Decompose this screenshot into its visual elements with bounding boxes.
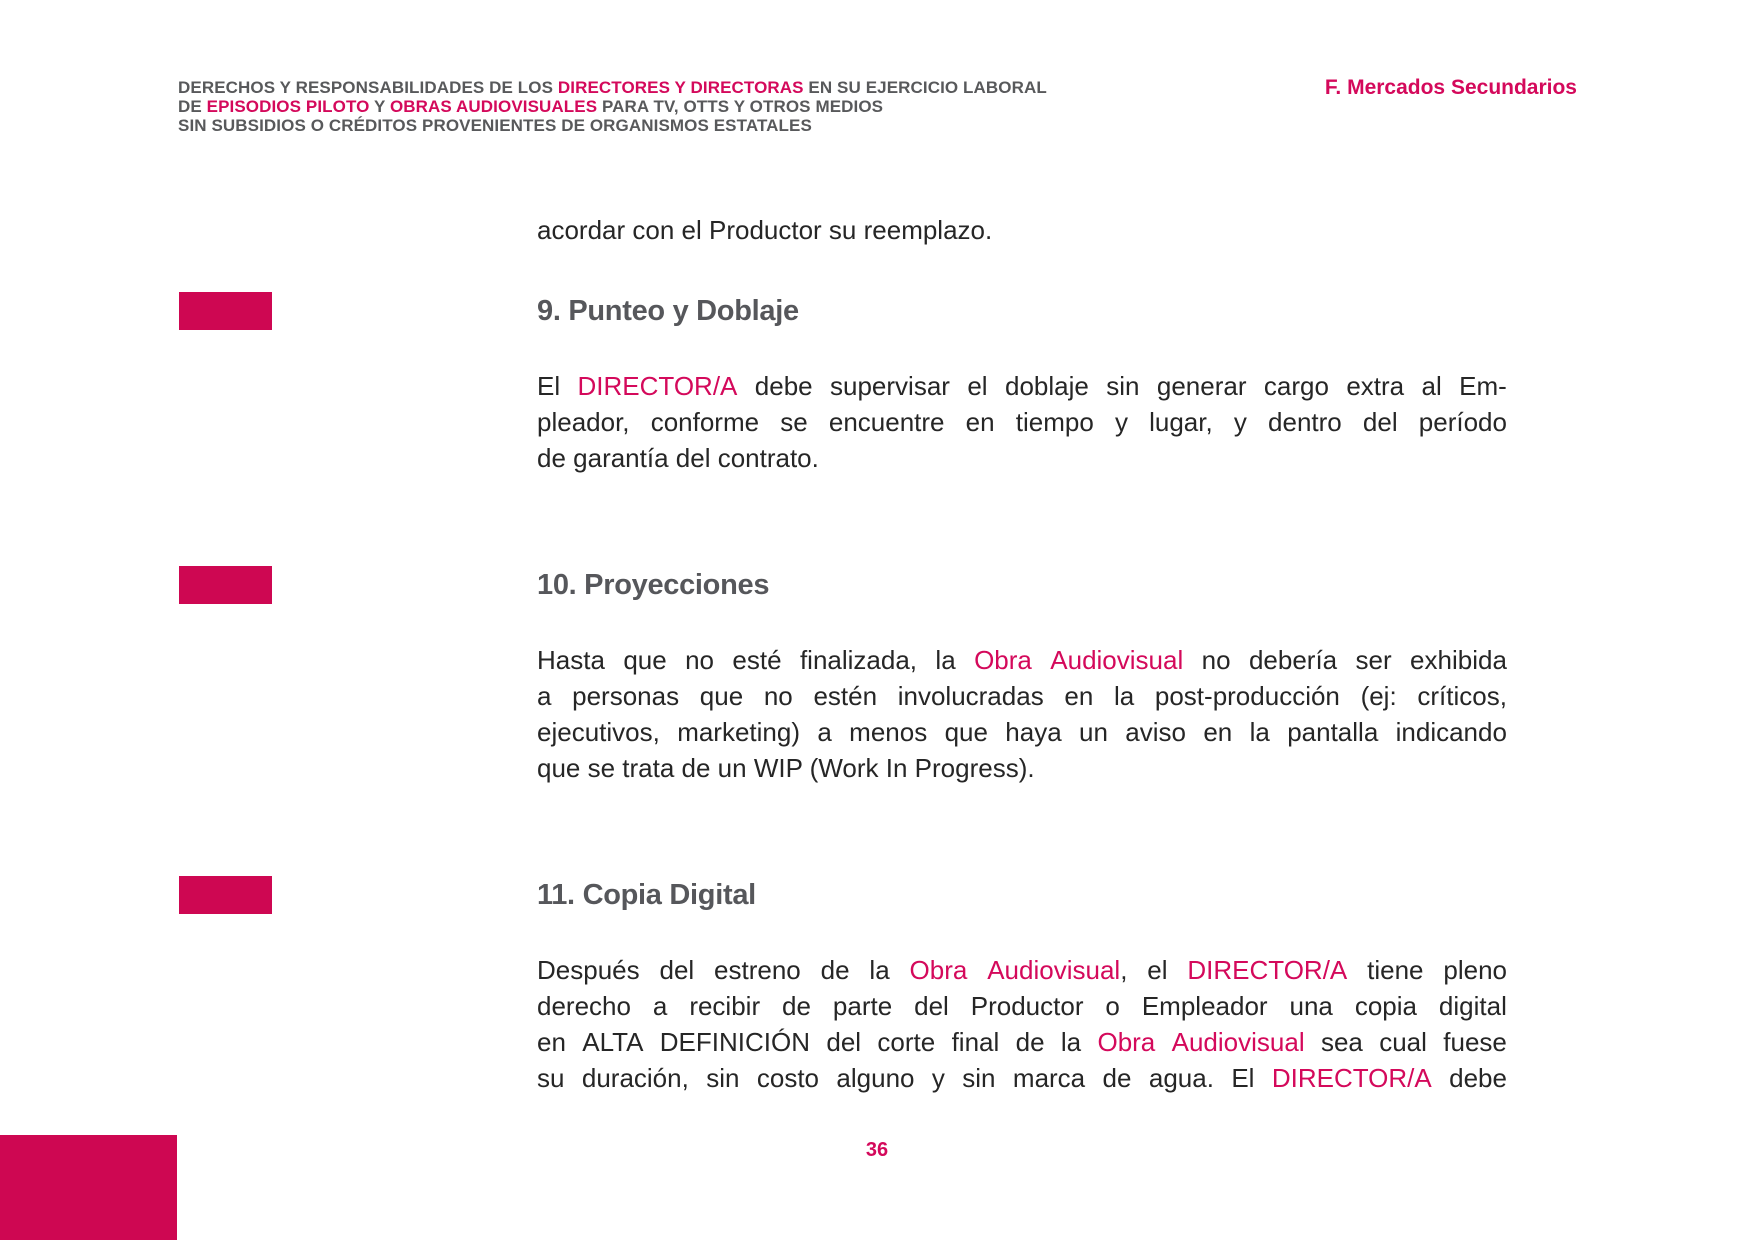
word: Obra [1097, 1027, 1156, 1057]
word: del [826, 1027, 862, 1057]
word: en [965, 407, 995, 437]
word: la [1113, 681, 1135, 711]
word: sin [1106, 371, 1140, 401]
word: cargo [1263, 371, 1329, 401]
paragraph-line [537, 988, 1507, 1024]
section-marker-bar [179, 566, 272, 604]
paragraph-line [537, 368, 1507, 404]
word: críticos, [1417, 681, 1507, 711]
section-marker-bar [179, 292, 272, 330]
word: y [931, 1063, 945, 1093]
section-heading: 9. Punteo y Doblaje [537, 295, 799, 327]
word: sin [706, 1063, 740, 1093]
word: Audiovisual [1171, 1027, 1305, 1057]
word: El [1231, 1063, 1255, 1093]
word: del [1362, 407, 1398, 437]
word: su [537, 1063, 565, 1093]
word: El [537, 371, 561, 401]
word: que [623, 645, 667, 675]
word: no [685, 645, 715, 675]
word: no [1201, 645, 1231, 675]
word: ser [1355, 645, 1392, 675]
word: agua. [1148, 1063, 1214, 1093]
word: haya [1005, 717, 1062, 747]
word: DIRECTOR/A [1271, 1063, 1432, 1093]
word: post-producción [1154, 681, 1340, 711]
word: a [537, 681, 552, 711]
word: el [967, 371, 988, 401]
word: que [944, 717, 988, 747]
word: DIRECTOR/A [1187, 955, 1348, 985]
word: de [820, 955, 850, 985]
paragraph-line: acordar con el Productor su reemplazo. [537, 215, 993, 245]
word: Audiovisual, [987, 955, 1128, 985]
word: lugar, [1149, 407, 1213, 437]
word: en [1064, 681, 1094, 711]
word: pleno [1443, 955, 1507, 985]
paragraph-line: de garantía del contrato. [537, 443, 819, 473]
word: tiene [1367, 955, 1424, 985]
word: una [1289, 991, 1333, 1021]
word: la [1060, 1027, 1082, 1057]
word: final [951, 1027, 1000, 1057]
running-title-line: DERECHOS Y RESPONSABILIDADES DE LOS DIRECTORES Y DIRECTORAS EN SU EJERCICIO LABORAL [178, 78, 1047, 97]
word: de [1015, 1027, 1045, 1057]
word: sea [1320, 1027, 1363, 1057]
word: y [1114, 407, 1128, 437]
page-number: 36 [865, 1139, 889, 1161]
word: ALTA [582, 1027, 644, 1057]
word: pantalla [1287, 717, 1379, 747]
word: período [1418, 407, 1507, 437]
word: marketing) [677, 717, 801, 747]
word: involucradas [897, 681, 1044, 711]
word: marca [1012, 1063, 1086, 1093]
word: estreno [714, 955, 801, 985]
word: de [1102, 1063, 1132, 1093]
word: finalizada, [799, 645, 918, 675]
running-title-line: SIN SUBSIDIOS O CRÉDITOS PROVENIENTES DE ORGANISMOS ESTATALES [178, 116, 812, 135]
word: Productor [970, 991, 1084, 1021]
word: parte [832, 991, 893, 1021]
corner-decoration [0, 1135, 177, 1240]
paragraph-line [537, 678, 1507, 714]
paragraph-line: que se trata de un WIP (Work In Progress). [537, 753, 1035, 783]
word: fuese [1443, 1027, 1507, 1057]
word: la [869, 955, 890, 985]
word: o [1105, 991, 1120, 1021]
word: supervisar [830, 371, 950, 401]
word: Después [537, 955, 640, 985]
section-marker-bar [179, 876, 272, 914]
word: doblaje [1004, 371, 1089, 401]
word: Hasta [537, 645, 605, 675]
word: recibir [689, 991, 761, 1021]
document-running-title [178, 78, 1098, 135]
word: del [659, 955, 695, 985]
word: Empleador [1141, 991, 1268, 1021]
word: el [1147, 955, 1168, 985]
word: a [652, 991, 668, 1021]
word: la [935, 645, 956, 675]
word: pleador, [537, 407, 630, 437]
word: del [914, 991, 949, 1021]
word: Obra [974, 645, 1032, 675]
paragraph-line [537, 952, 1507, 988]
word: tiempo [1015, 407, 1094, 437]
paragraph-line [537, 642, 1507, 678]
word: se [780, 407, 808, 437]
word: ejecutivos, [537, 717, 660, 747]
paragraph-line [537, 714, 1507, 750]
word: sin [962, 1063, 996, 1093]
word: copia [1354, 991, 1417, 1021]
section-heading: 10. Proyecciones [537, 569, 770, 601]
word: indicando [1395, 717, 1507, 747]
word: esté [732, 645, 782, 675]
running-title-line: DE EPISODIOS PILOTO Y OBRAS AUDIOVISUALES PARA TV, OTTS Y OTROS MEDIOS [178, 97, 884, 116]
word: costo [756, 1063, 820, 1093]
word: debe [754, 371, 813, 401]
section-heading: 11. Copia Digital [537, 879, 756, 911]
word: en [1203, 717, 1233, 747]
word: la [1249, 717, 1270, 747]
word: duración, [581, 1063, 689, 1093]
word: corte [877, 1027, 936, 1057]
word: exhibida [1410, 645, 1507, 675]
word: dentro [1268, 407, 1342, 437]
paragraph-line [537, 1024, 1507, 1060]
word: debería [1248, 645, 1338, 675]
header-section-label: F. Mercados Secundarios [1324, 76, 1577, 99]
word: que [699, 681, 744, 711]
word: digital [1438, 991, 1507, 1021]
word: extra [1346, 371, 1405, 401]
paragraph-line [537, 1060, 1507, 1096]
word: encuentre [828, 407, 945, 437]
paragraph-line [537, 404, 1507, 440]
word: (ej: [1360, 681, 1397, 711]
word: de [782, 991, 811, 1021]
word: debe [1449, 1063, 1507, 1093]
word: un [1079, 717, 1108, 747]
word: derecho [537, 991, 631, 1021]
word: Obra [909, 955, 968, 985]
word: generar [1156, 371, 1247, 401]
word: cual [1379, 1027, 1427, 1057]
word: y [1233, 407, 1247, 437]
word: al [1421, 371, 1442, 401]
word: DIRECTOR/A [577, 371, 738, 401]
word: no [763, 681, 793, 711]
word: DEFINICIÓN [659, 1027, 811, 1057]
word: alguno [836, 1063, 915, 1093]
word: Audiovisual [1050, 645, 1184, 675]
word: aviso [1125, 717, 1186, 747]
word: conforme [650, 407, 760, 437]
word: estén [813, 681, 878, 711]
word: Em- [1459, 371, 1507, 401]
word: a [817, 717, 832, 747]
word: menos [849, 717, 928, 747]
word: en [537, 1027, 566, 1057]
word: personas [572, 681, 680, 711]
